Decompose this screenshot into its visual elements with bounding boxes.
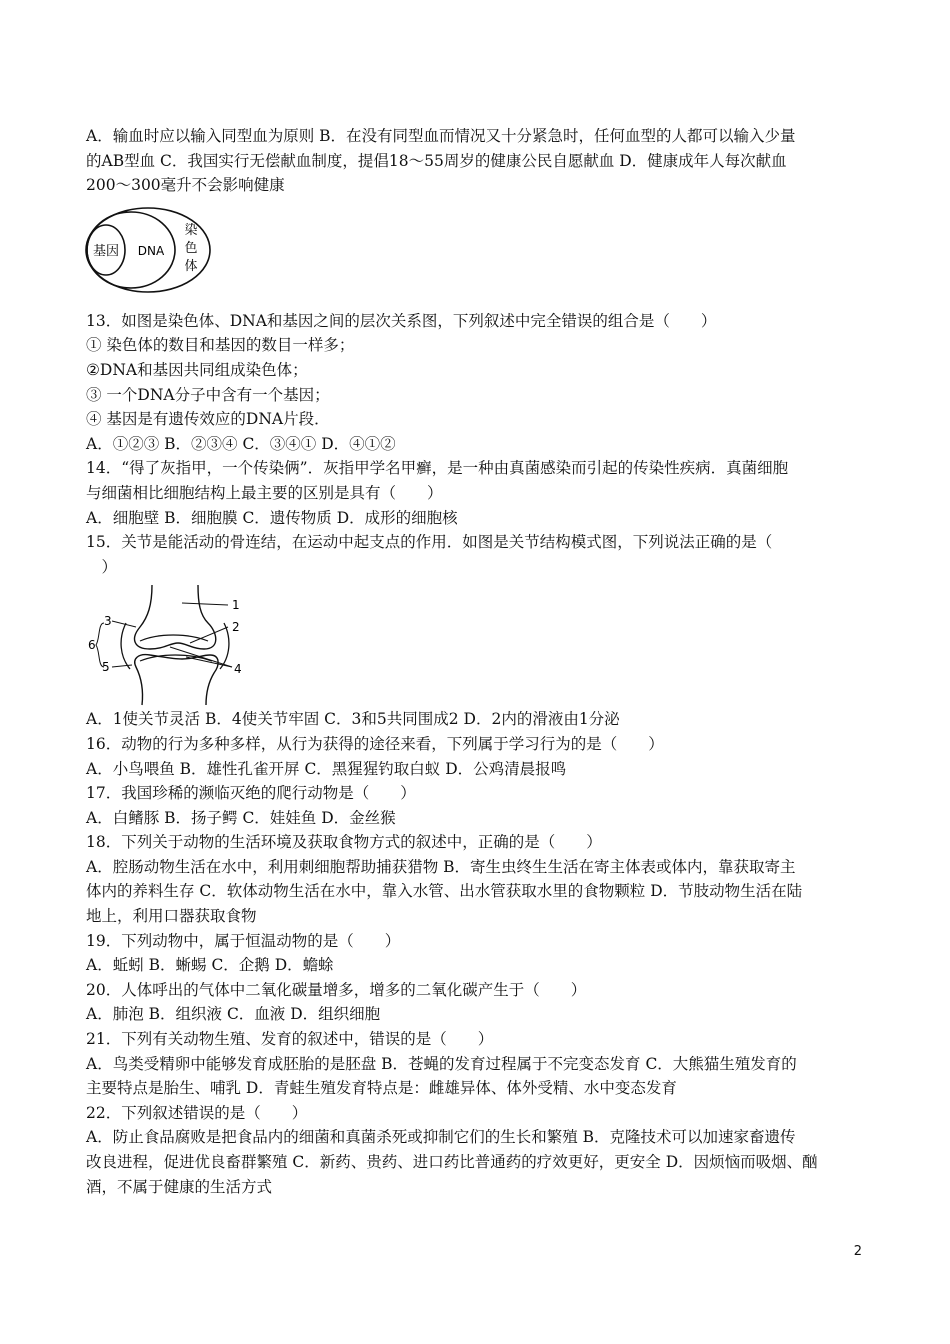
text-line: 200～300毫升不会影响健康 [86,176,285,195]
joint-diagram-figure [86,583,876,707]
venn-diagram-figure [86,204,876,296]
chromosome-label-1: 染 [184,222,198,238]
text-line: A．白鳍豚 B．扬子鳄 C．娃娃鱼 D．金丝猴 [86,808,396,827]
text-line: 19．下列动物中，属于恒温动物的是（ ） [86,931,401,950]
label-6: 6 [88,638,96,653]
text-line: 14．“得了灰指甲，一个传染俩”．灰指甲学名甲癣，是一种由真菌感染而引起的传染性疾病．真菌细胞 [86,459,789,478]
text-line: 13．如图是染色体、DNA和基因之间的层次关系图，下列叙述中完全错误的组合是（ ） [86,311,717,330]
text-line: ） [86,557,118,576]
text-line: A．腔肠动物生活在水中，利用刺细胞帮助捕获猎物 B．寄生虫终生生活在寄主体表或体内，靠获取寄主 [86,857,796,876]
text-line: 18．下列关于动物的生活环境及获取食物方式的叙述中，正确的是（ ） [86,833,602,852]
label-5: 5 [102,660,110,675]
text-line: A．①②③ B．②③④ C．③④① D．④①② [86,434,396,453]
text-line: 16．动物的行为多种多样，从行为获得的途径来看，下列属于学习行为的是（ ） [86,734,664,753]
label-4: 4 [234,662,242,677]
text-line: ④ 基因是有遗传效应的DNA片段． [86,410,330,429]
text-line: A．蚯蚓 B．蜥蜴 C．企鹅 D．蟾蜍 [86,956,334,975]
text-line: 的AB型血 C．我国实行无偿献血制度，提倡18～55周岁的健康公民自愿献血 D．健康成年人每次献血 [86,151,787,170]
label-2: 2 [232,620,240,635]
text-line: A．防止食品腐败是把食品内的细菌和真菌杀死或抑制它们的生长和繁殖 B．克隆技术可以加速家畜遗传 [86,1128,796,1147]
chromosome-dna-gene-diagram [82,204,222,296]
leader-line-4a [170,647,232,667]
chromosome-label-3: 体 [184,258,198,274]
text-line: A．细胞壁 B．细胞膜 C．遗传物质 D．成形的细胞核 [86,508,458,527]
question-12-options [86,124,876,198]
text-line: A．1使关节灵活 B．4使关节牢固 C．3和5共同围成2 D．2内的滑液由1分泌 [86,710,620,729]
text-line: ③ 一个DNA分子中含有一个基因； [86,385,330,404]
page-number: 2 [853,1244,862,1259]
text-line: 改良进程，促进优良畜群繁殖 C．新药、贵药、进口药比普通药的疗效更好，更安全 D．因烦恼而吸烟、酗 [86,1153,818,1171]
text-line: ① 染色体的数目和基因的数目一样多； [86,336,355,355]
text-line: 酒，不属于健康的生活方式 [86,1177,273,1196]
text-line: 与细菌相比细胞结构上最主要的区别是具有（ ） [86,483,443,502]
leader-line-1 [182,603,228,605]
questions-15-22 [86,707,876,1199]
text-line: A．输血时应以输入同型血为原则 B．在没有同型血而情况又十分紧急时，任何血型的人都可以输入少量 [86,127,796,145]
text-line: 21．下列有关动物生殖、发育的叙述中，错误的是（ ） [86,1030,494,1049]
joint-structure-diagram [90,583,270,707]
text-line: 体内的养料生存 C．软体动物生活在水中，靠入水管、出水管获取水里的食物颗粒 D．节肢动物生活在陆 [86,882,803,901]
text-line: 17．我国珍稀的濒临灭绝的爬行动物是（ ） [86,784,416,803]
dna-label: DNA [137,243,165,258]
text-line: A．肺泡 B．组织液 C．血液 D．组织细胞 [86,1005,381,1024]
chromosome-label-2: 色 [184,240,198,256]
gene-label: 基因 [92,243,120,259]
label-3: 3 [104,614,112,629]
text-line: 20．人体呼出的气体中二氧化碳量增多，增多的二氧化碳产生于（ ） [86,980,587,999]
text-line: 15．关节是能活动的骨连结，在运动中起支点的作用．如图是关节结构模式图，下列说法正确的是（ [86,533,773,552]
text-line: A．鸟类受精卵中能够发育成胚胎的是胚盘 B．苍蝇的发育过程属于不完变态发育 C．大熊猫生殖发育的 [86,1054,797,1073]
label-1: 1 [232,598,240,613]
text-line: A．小鸟喂鱼 B．雄性孔雀开屏 C．黑猩猩钓取白蚁 D．公鸡清晨报鸣 [86,759,567,778]
lower-bone [135,655,218,705]
questions-13-15 [86,309,876,580]
text-line: 主要特点是胎生、哺乳 D．青蛙生殖发育特点是：雌雄异体、体外受精、水中变态发育 [86,1079,677,1098]
leader-line-2 [190,627,228,643]
text-line: 22．下列叙述错误的是（ ） [86,1103,308,1122]
page-content [86,124,876,1199]
text-line: 地上，利用口器获取食物 [86,907,257,926]
text-line: ②DNA和基因共同组成染色体； [86,360,308,379]
